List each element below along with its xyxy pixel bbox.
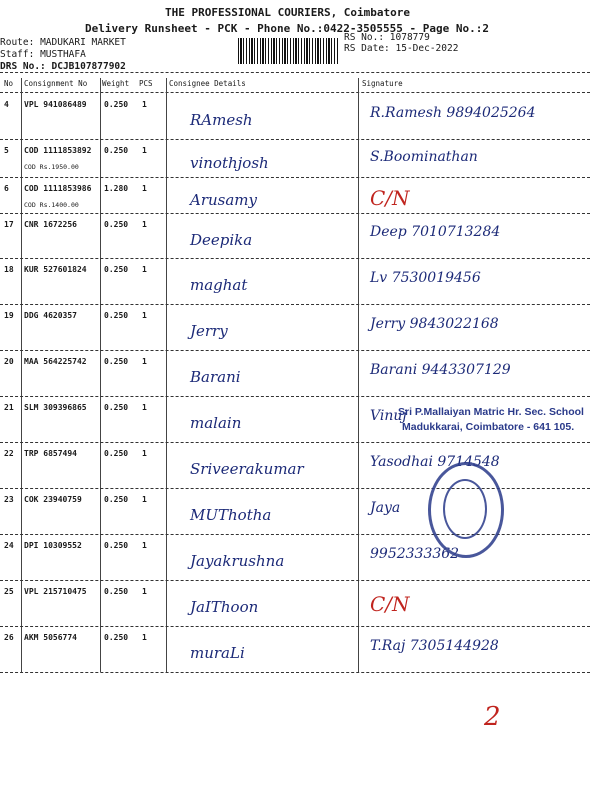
row-number: 24: [4, 541, 14, 550]
col-consignment: Consignment No: [24, 79, 88, 88]
runsheet-title: Delivery Runsheet - PCK - Phone No.:0422-3505555 - Page No.:2: [85, 22, 489, 35]
row-number: 17: [4, 220, 14, 229]
consignee-name: maghat: [190, 276, 248, 295]
col-pcs: PCS: [139, 79, 153, 88]
consignee-name: JaIThoon: [190, 598, 259, 617]
route-value: MADUKARI MARKET: [40, 37, 126, 48]
row-separator: [0, 177, 590, 178]
row-separator: [0, 213, 590, 214]
consignment-number: TRP 6857494: [24, 449, 77, 458]
row-separator: [0, 672, 590, 673]
row-separator: [0, 580, 590, 581]
rs-date-label: RS Date:: [344, 43, 390, 54]
rs-date-line: [344, 43, 458, 54]
pcs-value: 1: [142, 184, 147, 193]
consignee-name: Arusamy: [190, 191, 258, 210]
weight-value: 0.250: [104, 495, 129, 504]
barcode: [238, 38, 338, 64]
consignee-name: Jerry: [190, 322, 228, 341]
consignment-number: VPL 941086489: [24, 100, 87, 109]
consignment-number: KUR 527601824: [24, 265, 87, 274]
consignee-name: Sriveerakumar: [190, 460, 304, 479]
signature: Jerry 9843022168: [370, 315, 499, 332]
col-divider: [100, 78, 101, 672]
weight-value: 0.250: [104, 633, 129, 642]
col-divider: [358, 78, 359, 672]
consignee-name: MUThotha: [190, 506, 272, 525]
weight-value: 0.250: [104, 265, 129, 274]
row-number: 5: [4, 146, 9, 155]
row-number: 19: [4, 311, 14, 320]
consignment-number: COD 1111853892: [24, 146, 92, 155]
row-number: 23: [4, 495, 14, 504]
row-number: 20: [4, 357, 14, 366]
staff-label: Staff:: [0, 49, 35, 60]
row-number: 21: [4, 403, 14, 412]
row-separator: [0, 534, 590, 535]
col-divider: [166, 78, 167, 672]
consignment-number: MAA 564225742: [24, 357, 87, 366]
consignee-name: Jayakrushna: [190, 552, 285, 571]
pcs-value: 1: [142, 449, 147, 458]
col-consignee: Consignee Details: [169, 79, 246, 88]
consignee-name: vinothjosh: [190, 154, 269, 173]
consignment-number: DDG 4620357: [24, 311, 77, 320]
signature: C/N: [370, 186, 410, 210]
pcs-value: 1: [142, 311, 147, 320]
consignment-number: COK 23940759: [24, 495, 82, 504]
pcs-value: 1: [142, 633, 147, 642]
staff-line: [0, 49, 86, 60]
pcs-value: 1: [142, 587, 147, 596]
row-separator: [0, 396, 590, 397]
rs-no-label: RS No.:: [344, 32, 385, 43]
consignment-number: CNR 1672256: [24, 220, 77, 229]
consignment-number: COD 1111853986: [24, 184, 92, 193]
row-number: 18: [4, 265, 14, 274]
signature: C/N: [370, 591, 410, 616]
signature: 9952333362: [370, 545, 460, 562]
pcs-value: 1: [142, 265, 147, 274]
pcs-value: 1: [142, 100, 147, 109]
consignee-name: Deepika: [190, 231, 253, 249]
row-separator: [0, 442, 590, 443]
col-divider: [21, 78, 22, 672]
consignee-name: malain: [190, 414, 242, 433]
col-no: No: [4, 79, 14, 88]
row-separator: [0, 488, 590, 489]
weight-value: 1.280: [104, 184, 129, 193]
weight-value: 0.250: [104, 403, 129, 412]
pcs-value: 1: [142, 541, 147, 550]
signature: R.Ramesh 9894025264: [370, 104, 536, 121]
rs-no-line: [344, 32, 430, 43]
weight-value: 0.250: [104, 220, 129, 229]
consignment-number: SLM 309396865: [24, 403, 87, 412]
row-separator: [0, 304, 590, 305]
col-signature: Signature: [362, 79, 403, 88]
consignment-number: AKM 5056774: [24, 633, 77, 642]
cod-amount: COD Rs.1400.00: [24, 201, 79, 209]
consignee-name: Barani: [190, 368, 241, 387]
col-weight: Weight: [102, 79, 130, 88]
school-seal: [428, 462, 504, 558]
signature: Jaya: [370, 499, 401, 516]
signature: Deep 7010713284: [370, 224, 501, 241]
drs-value: DCJB107877902: [51, 61, 126, 72]
consignee-name: RAmesh: [190, 111, 253, 130]
weight-value: 0.250: [104, 100, 129, 109]
row-number: 25: [4, 587, 14, 596]
row-number: 6: [4, 184, 9, 193]
signature: Yasodhai 9714548: [370, 453, 500, 470]
signature: Barani 9443307129: [370, 361, 511, 378]
pcs-value: 1: [142, 146, 147, 155]
drs-label: DRS No.:: [0, 61, 46, 72]
weight-value: 0.250: [104, 541, 129, 550]
consignment-number: DPI 10309552: [24, 541, 82, 550]
rs-no-value: 1078779: [389, 32, 430, 43]
weight-value: 0.250: [104, 587, 129, 596]
rs-date-value: 15-Dec-2022: [395, 43, 459, 54]
weight-value: 0.250: [104, 146, 129, 155]
header-top-rule: [0, 72, 590, 73]
consignee-name: muraLi: [190, 644, 245, 663]
table-header: [0, 76, 600, 92]
row-number: 22: [4, 449, 14, 458]
school-stamp-line2: Madukkarai, Coimbatore - 641 105.: [402, 421, 575, 433]
row-separator: [0, 258, 590, 259]
staff-value: MUSTHAFA: [40, 49, 86, 60]
pcs-value: 1: [142, 495, 147, 504]
row-number: 26: [4, 633, 14, 642]
signature: Lv 7530019456: [370, 269, 481, 286]
cod-amount: COD Rs.1950.00: [24, 163, 79, 171]
row-separator: [0, 626, 590, 627]
school-stamp-line1: Sri P.Mallaiyan Matric Hr. Sec. School: [398, 406, 584, 418]
signature: Vinuj: [370, 407, 407, 424]
weight-value: 0.250: [104, 311, 129, 320]
route-label: Route:: [0, 37, 35, 48]
consignment-number: VPL 215710475: [24, 587, 87, 596]
pcs-value: 1: [142, 403, 147, 412]
signature: S.Boominathan: [370, 148, 478, 165]
weight-value: 0.250: [104, 357, 129, 366]
page-mark: 2: [484, 702, 501, 732]
weight-value: 0.250: [104, 449, 129, 458]
pcs-value: 1: [142, 357, 147, 366]
row-separator: [0, 350, 590, 351]
route-line: [0, 37, 126, 48]
company-title: THE PROFESSIONAL COURIERS, Coimbatore: [165, 6, 411, 19]
row-number: 4: [4, 100, 9, 109]
pcs-value: 1: [142, 220, 147, 229]
signature: T.Raj 7305144928: [370, 637, 499, 654]
header-bottom-rule: [0, 92, 590, 93]
row-separator: [0, 139, 590, 140]
drs-line: [0, 61, 126, 72]
school-seal-inner: [443, 479, 487, 539]
